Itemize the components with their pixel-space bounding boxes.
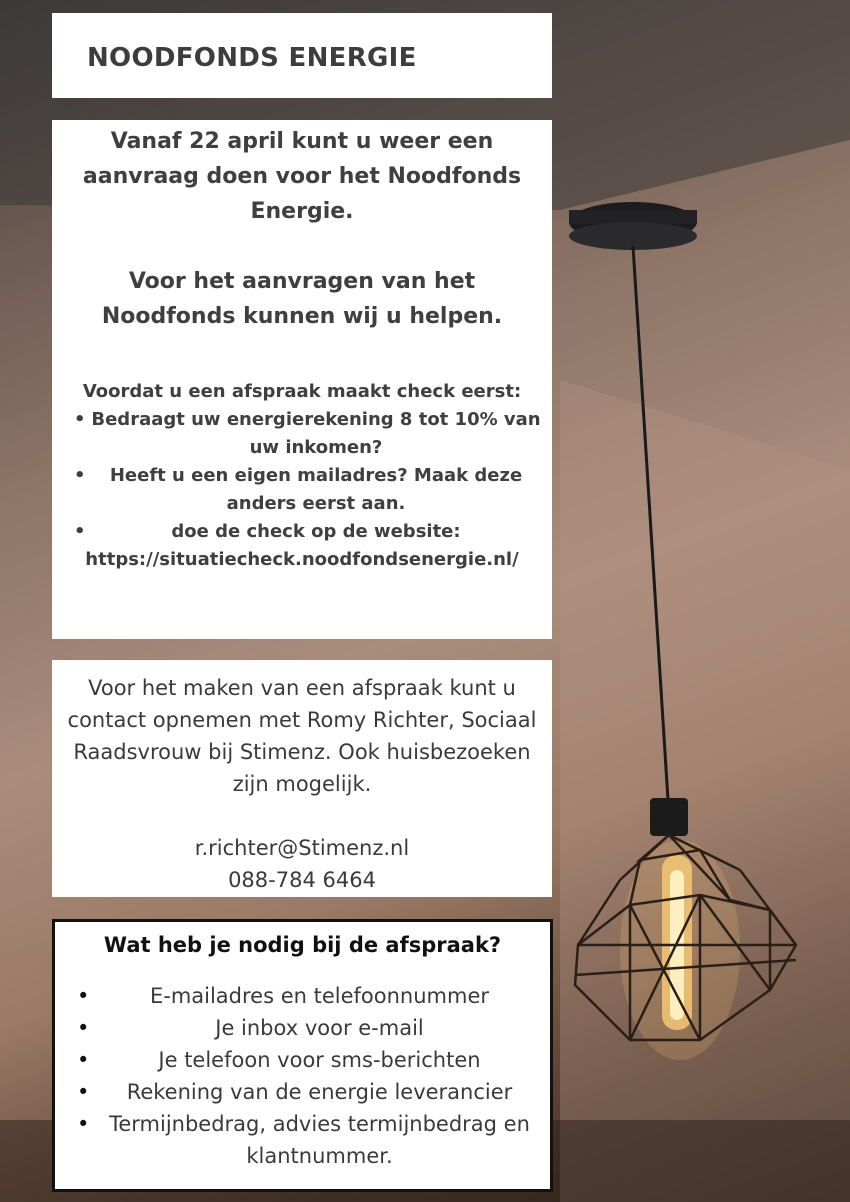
needs-heading: Wat heb je nodig bij de afspraak? [103, 933, 502, 957]
bullet-icon: • [77, 1112, 90, 1136]
check-item: • Bedraagt uw energierekening 8 tot 10% van uw inkomen? [74, 406, 542, 462]
check-list [52, 406, 552, 546]
contact-phone[interactable]: 088-784 6464 [228, 868, 376, 892]
intro-text: Vanaf 22 april kunt u weer een aanvraag doen voor het Noodfonds Energie. [82, 129, 522, 224]
needs-item: • Je inbox voor e-mail [55, 1012, 550, 1044]
info-panel [52, 120, 552, 639]
needs-item: • Je telefoon voor sms-berichten [55, 1044, 550, 1076]
needs-item: • Termijnbedrag, advies termijnbedrag en klantnummer. [55, 1108, 550, 1172]
website-link[interactable]: https://situatiecheck.noodfondsenergie.nl/ [85, 549, 519, 570]
check-item: • Heeft u een eigen mailadres? Maak deze anders eerst aan. [74, 462, 542, 518]
bullet-icon: • [77, 984, 90, 1008]
check-heading: Voordat u een afspraak maakt check eerst: [82, 381, 522, 402]
needs-list [55, 980, 550, 1172]
contact-email[interactable]: r.richter@Stimenz.nl [194, 836, 410, 860]
contact-panel [52, 660, 552, 897]
needs-item: • E-mailadres en telefoonnummer [55, 980, 550, 1012]
bullet-icon: • [74, 409, 86, 430]
bullet-icon: • [77, 1016, 90, 1040]
help-text: Voor het aanvragen van het Noodfonds kunnen wij u helpen. [101, 269, 503, 329]
title-panel [52, 13, 552, 98]
bullet-icon: • [77, 1048, 90, 1072]
bullet-icon: • [77, 1080, 90, 1104]
needs-panel [52, 919, 553, 1192]
bullet-icon: • [74, 521, 86, 542]
bullet-icon: • [74, 465, 86, 486]
contact-text: Voor het maken van een afspraak kunt u contact opnemen met Romy Richter, Sociaal Raadsvrouw bij Stimenz. Ook huisbezoeken zijn mogelijk. [67, 676, 537, 796]
page-title: NOODFONDS ENERGIE [87, 43, 417, 73]
needs-item: • Rekening van de energie leverancier [55, 1076, 550, 1108]
check-item: • doe de check op de website: [74, 518, 542, 546]
